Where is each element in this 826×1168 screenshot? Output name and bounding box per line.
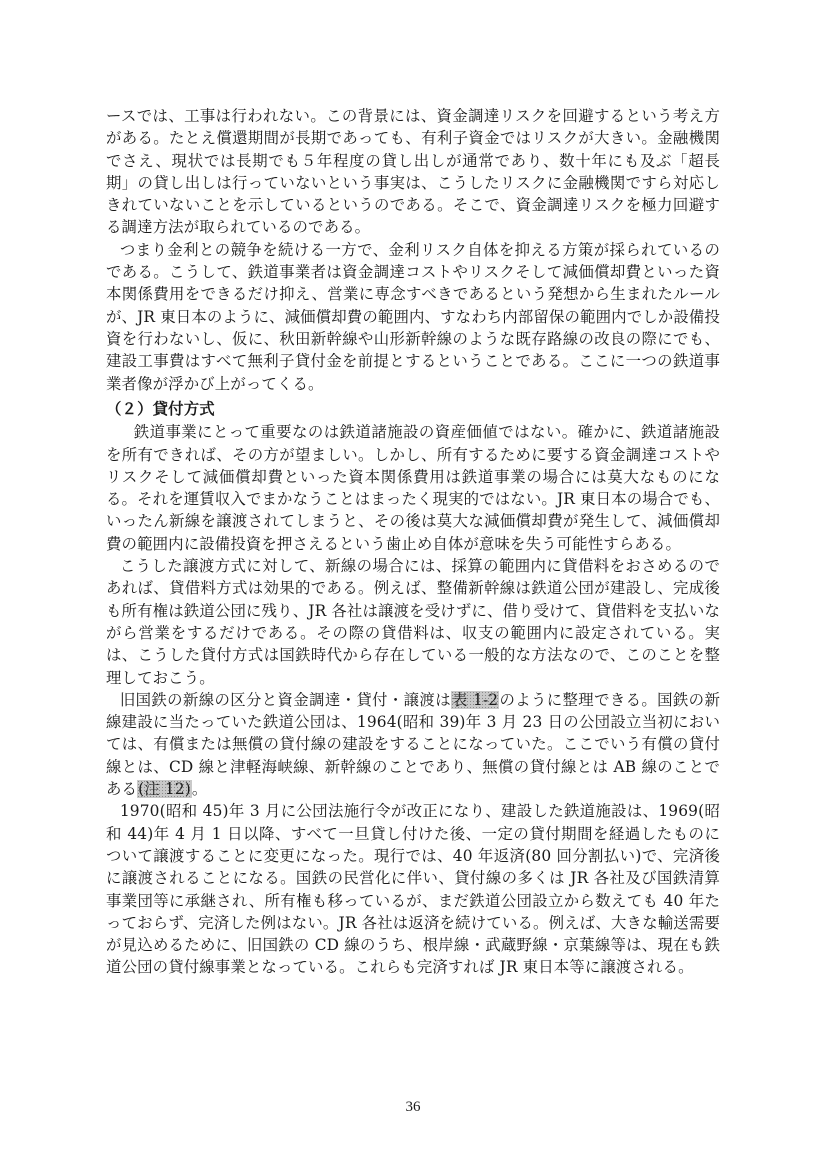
paragraph-5-text-c: 。 (191, 780, 208, 799)
paragraph-5 (106, 689, 720, 800)
page-number: 36 (405, 1099, 421, 1115)
text-block-top (106, 105, 720, 395)
table-reference-link[interactable]: 表 1-2 (451, 690, 499, 709)
paragraph-3: 鉄道事業にとって重要なのは鉄道諸施設の資産価値ではない。確かに、鉄道諸施設を所有できれば、その方が望ましい。しかし、所有するために要する資金調達コストやリスクそして減価償却費といった資本関係費用は鉄道事業の場合には莫大なものになる。それを運賃収入でまかなうことはまったく現実的ではない。JR 東日本の場合でも、いったん新線を譲渡されてしまうと、その後は莫大な減価償却費が発生して、減価償却費の範囲内に設備投資を押さえるという歯止め自体が意味を失う可能性すらある。 (106, 423, 720, 553)
paragraph-4: こうした譲渡方式に対して、新線の場合には、採算の範囲内に貸借料をおさめるのであれば、貸借料方式は効果的である。例えば、整備新幹線は鉄道公団が建設し、完成後も所有権は鉄道公団に残り、JR 各社は譲渡を受けずに、借り受けて、貸借料を支払いながら営業をするだけである。その際の貸借料は、収支の範囲内に設定されている。実は、こうした貸付方式は国鉄時代から存在している一般的な方法なので、このことを整理しておこう。 (106, 557, 720, 687)
paragraph-1: ースでは、工事は行われない。この背景には、資金調達リスクを回避するという考え方がある。たとえ償還期間が長期であっても、有利子資金ではリスクが大きい。金融機関でさえ、現状では長期でも５年程度の貸し出しが通常であり、数十年にも及ぶ「超長期」の貸し出しは行っていないという事実は、こうしたリスクに金融機関ですら対応しきれていないことを示しているというのである。そこで、資金調達リスクを極力回避する調達方法が取られているのである。 (106, 107, 720, 237)
paragraph-2: つまり金利との競争を続ける一方で、金利リスク自体を抑える方策が採られているのである。こうして、鉄道事業者は資金調達コストやリスクそして減価償却費といった資本関係費用をできるだけ抑え、営業に専念すべきであるという発想から生まれたルールが、JR 東日本のように、減価償却費の範囲内、すなわち内部留保の範囲内でしか設備投資を行わないし、仮に、秋田新幹線や山形新幹線のような既存路線の改良の際にでも、建設工事費はすべて無利子貸付金を前提とするということである。ここに一つの鉄道事業者像が浮かび上がってくる。 (106, 240, 720, 393)
paragraph-5-text-a: 旧国鉄の新線の区分と資金調達・貸付・譲渡は (119, 690, 451, 709)
paragraph-5-text-b: のように整理できる。国鉄の新線建設に当たっていた鉄道公団は、1964(昭和 39)年 3 月 23 日の公団設立当初においては、有償または無償の貸付線の建設をすることになっていた。ここでいう有償の貸付線とは、CD 線と津軽海峡線、新幹線のことであり、無償の貸付線とは AB 線のことである (106, 690, 720, 799)
section-heading: （２）貸付方式 (106, 400, 215, 418)
footnote-reference-link[interactable]: (注 12) (138, 780, 191, 799)
text-block-main (106, 398, 720, 979)
paragraph-6: 1970(昭和 45)年 3 月に公団法施行令が改正になり、建設した鉄道施設は、1969(昭和 44)年 4 月 1 日以降、すべて一旦貸し付けた後、一定の貸付期間を経過したものについて譲渡することに変更になった。現行では、40 年返済(80 回分割払い)で、完済後に譲渡されることになる。国鉄の民営化に伴い、貸付線の多くは JR 各社及び国鉄清算事業団等に承継され、所有権も移っているが、まだ鉄道公団設立から数えても 40 年たっておらず、完済した例はない。JR 各社は返済を続けている。例えば、大きな輸送需要が見込めるために、旧国鉄の CD 線のうち、根岸線・武蔵野線・京葉線等は、現在も鉄道公団の貸付線事業となっている。これらも完済すれば JR 東日本等に譲渡される。 (106, 802, 720, 977)
